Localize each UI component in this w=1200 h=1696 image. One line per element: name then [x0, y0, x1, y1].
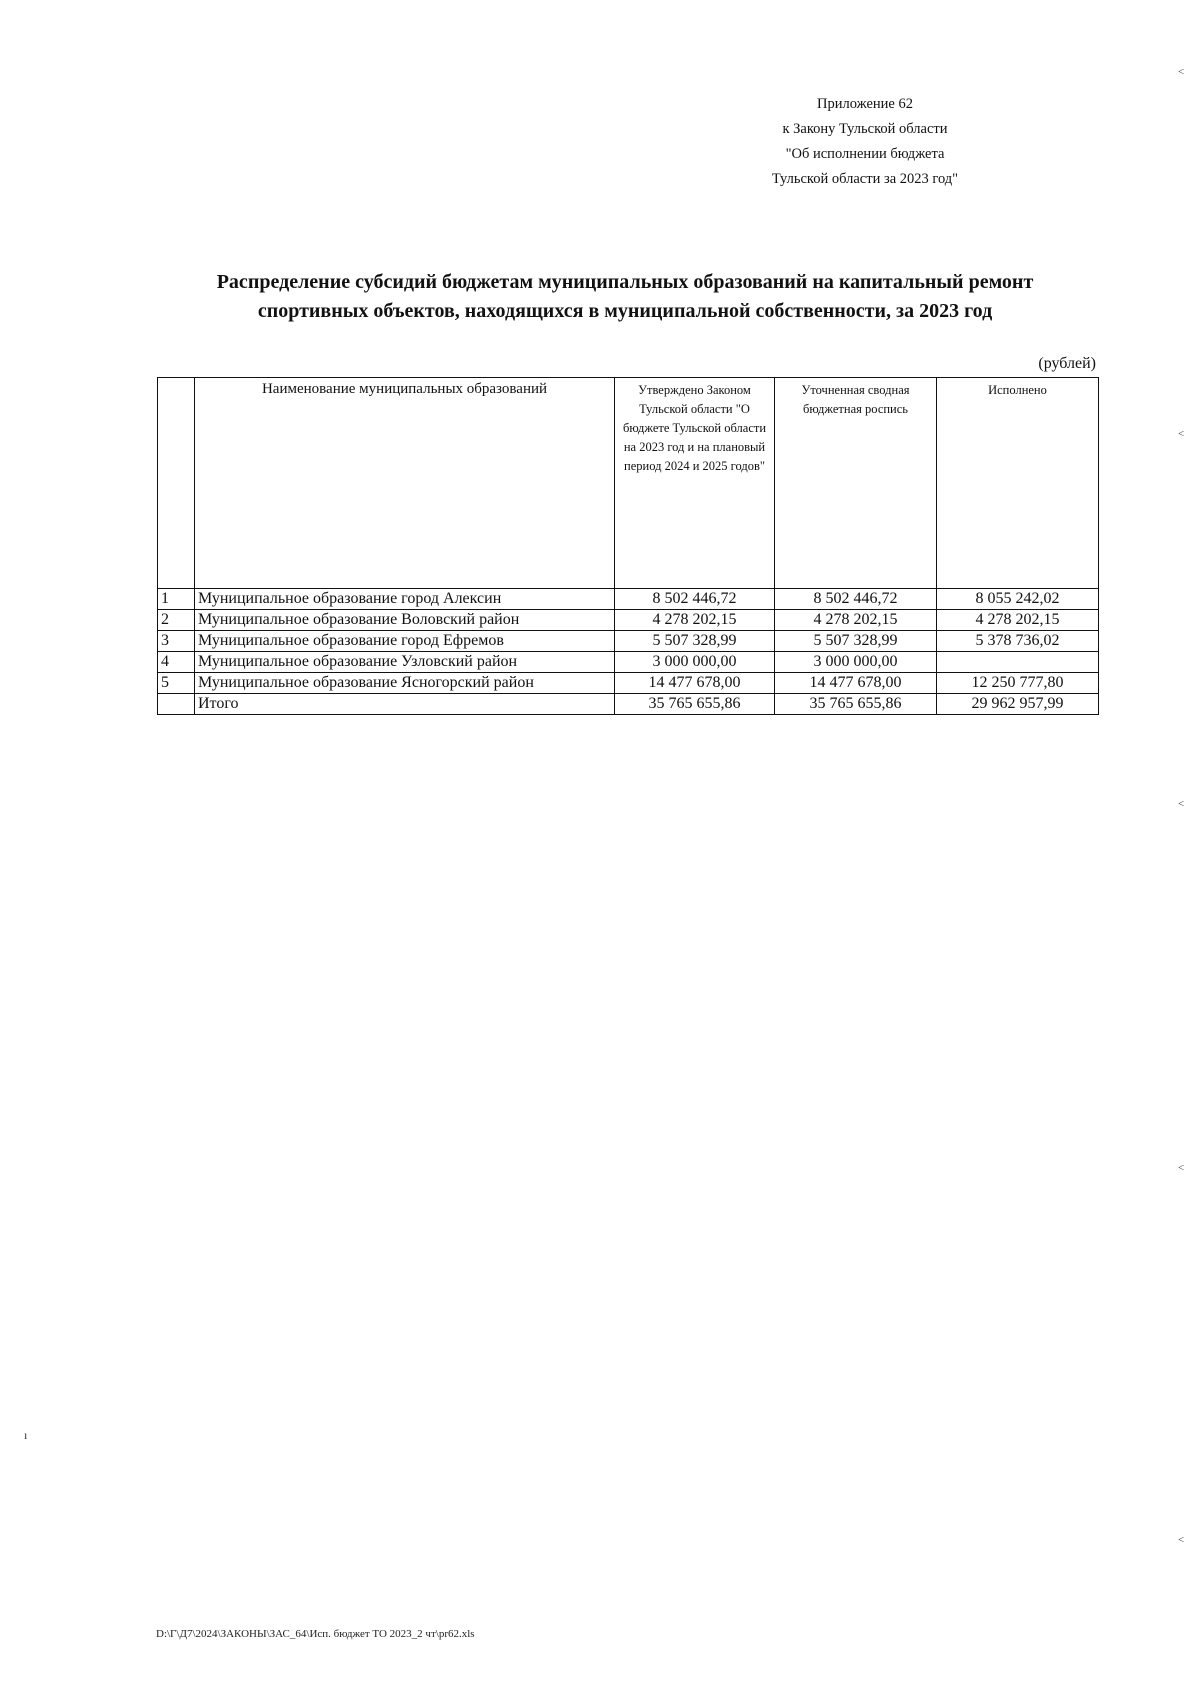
row-name: Муниципальное образование город Ефремов	[195, 631, 615, 652]
table-total-row	[158, 694, 1099, 715]
row-number: 3	[158, 631, 195, 652]
appendix-line-1: Приложение 62	[817, 96, 913, 112]
document-title	[150, 268, 1100, 326]
row-name: Муниципальное образование город Алексин	[195, 589, 615, 610]
row-revised: 5 507 328,99	[775, 631, 937, 652]
row-approved: 4 278 202,15	[615, 610, 775, 631]
header-executed: Исполнено	[937, 378, 1099, 589]
table-row	[158, 652, 1099, 673]
total-revised: 35 765 655,86	[775, 694, 937, 715]
row-number: 1	[158, 589, 195, 610]
row-number: 2	[158, 610, 195, 631]
row-name: Муниципальное образование Воловский район	[195, 610, 615, 631]
appendix-line-2: к Закону Тульской области	[782, 121, 948, 137]
row-executed	[937, 652, 1099, 673]
appendix-header	[700, 92, 1030, 192]
row-number: 4	[158, 652, 195, 673]
row-name: Муниципальное образование Ясногорский район	[195, 673, 615, 694]
total-executed: 29 962 957,99	[937, 694, 1099, 715]
table-row	[158, 673, 1099, 694]
scan-margin-mark: ˂	[1178, 1162, 1185, 1174]
row-approved: 14 477 678,00	[615, 673, 775, 694]
row-approved: 3 000 000,00	[615, 652, 775, 673]
header-index	[158, 378, 195, 589]
table-row	[158, 631, 1099, 652]
appendix-line-3: "Об исполнении бюджета	[785, 146, 945, 162]
file-path-footer: D:\Г\Д7\2024\ЗАКОНЫ\ЗАС_64\Исп. бюджет ТО 2023_2 чт\pr62.xls	[156, 1628, 475, 1640]
row-revised: 3 000 000,00	[775, 652, 937, 673]
row-approved: 8 502 446,72	[615, 589, 775, 610]
table-row	[158, 589, 1099, 610]
total-number	[158, 694, 195, 715]
row-number: 5	[158, 673, 195, 694]
scan-margin-mark: ˂	[1178, 1534, 1185, 1546]
header-name: Наименование муниципальных образований	[195, 378, 615, 589]
row-approved: 5 507 328,99	[615, 631, 775, 652]
row-executed: 8 055 242,02	[937, 589, 1099, 610]
total-approved: 35 765 655,86	[615, 694, 775, 715]
row-executed: 12 250 777,80	[937, 673, 1099, 694]
subsidy-table	[157, 377, 1099, 715]
total-label: Итого	[195, 694, 615, 715]
scan-margin-mark: ˂	[1178, 798, 1185, 810]
table-row	[158, 610, 1099, 631]
header-approved: Утверждено Законом Тульской области "О бюджете Тульской области на 2023 год и на плановый период 2024 и 2025 годов"	[615, 378, 775, 589]
scan-margin-mark: ı	[24, 1428, 28, 1442]
row-revised: 8 502 446,72	[775, 589, 937, 610]
row-executed: 5 378 736,02	[937, 631, 1099, 652]
units-label: (рублей)	[1038, 355, 1096, 372]
row-revised: 14 477 678,00	[775, 673, 937, 694]
document-title-line-1: Распределение субсидий бюджетам муниципальных образований на капитальный ремонт	[216, 271, 1034, 293]
row-revised: 4 278 202,15	[775, 610, 937, 631]
header-revised: Уточненная сводная бюджетная роспись	[775, 378, 937, 589]
scan-margin-mark: ˂	[1178, 66, 1185, 78]
appendix-line-4: Тульской области за 2023 год"	[771, 171, 959, 187]
table-header-row	[158, 378, 1099, 589]
scan-margin-mark: ˂	[1178, 428, 1185, 440]
document-title-line-2: спортивных объектов, находящихся в муниципальной собственности, за 2023 год	[257, 300, 993, 322]
row-name: Муниципальное образование Узловский район	[195, 652, 615, 673]
row-executed: 4 278 202,15	[937, 610, 1099, 631]
